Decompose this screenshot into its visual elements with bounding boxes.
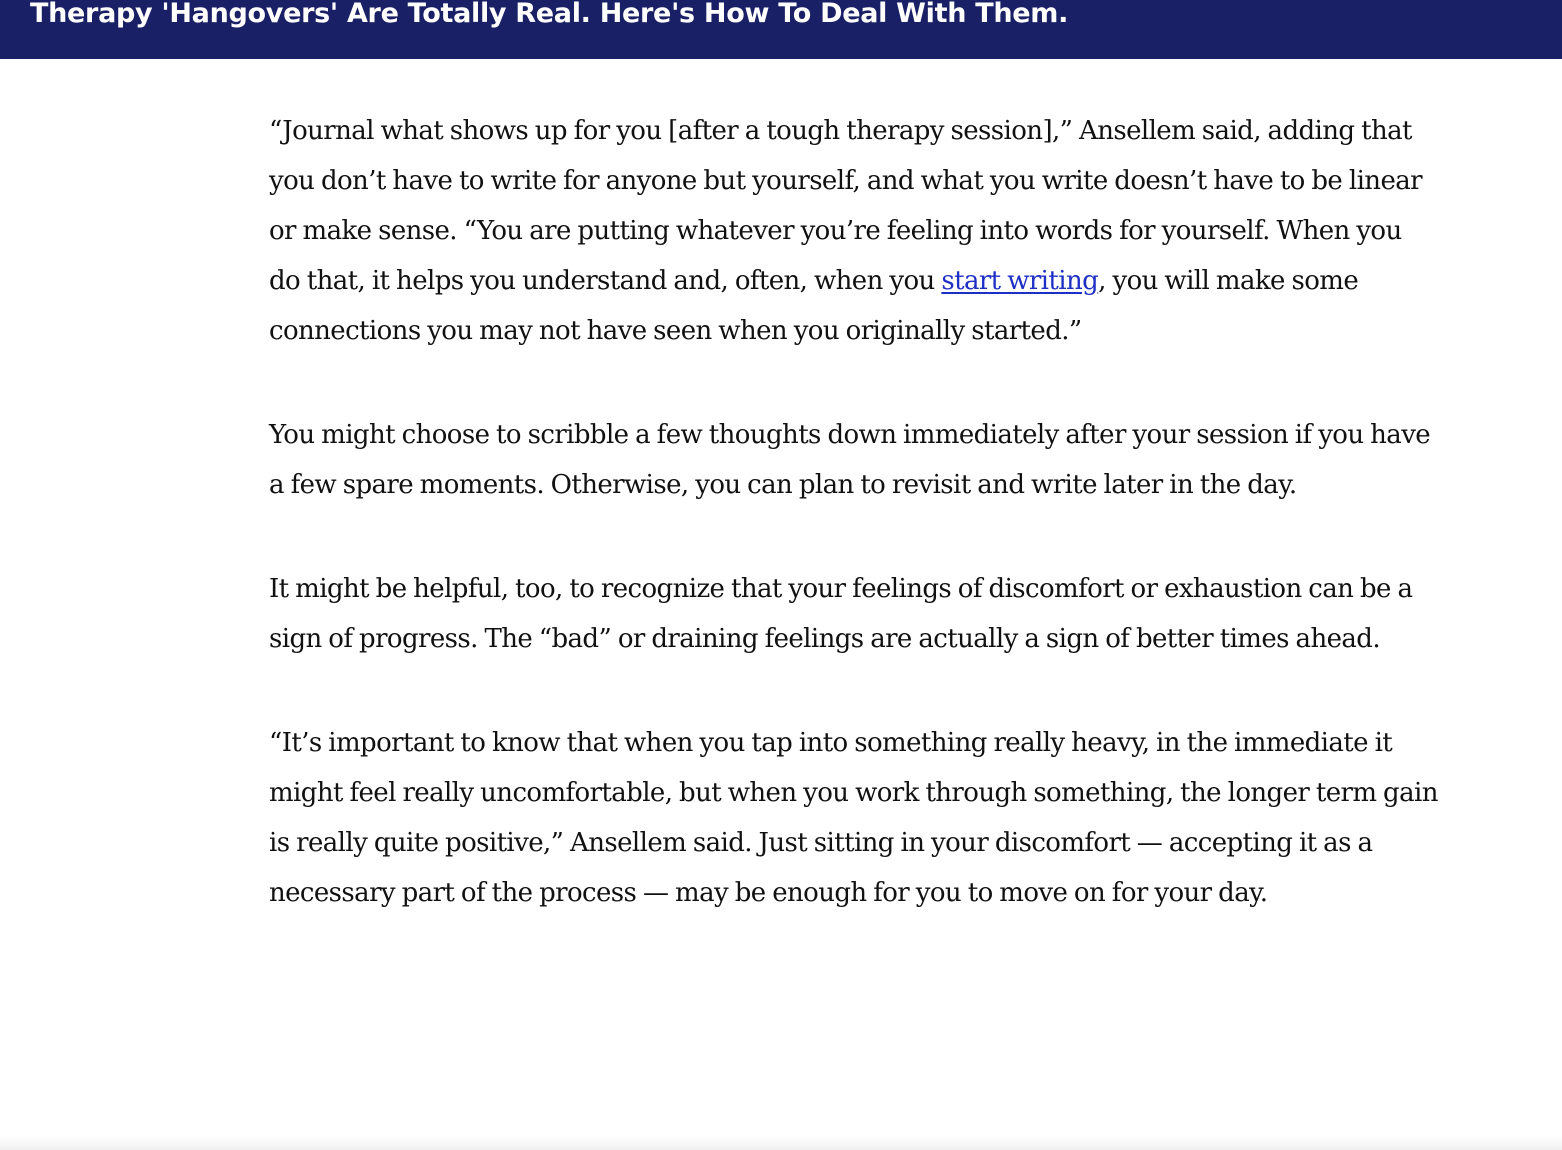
article-paragraph-3: It might be helpful, too, to recognize that your feelings of discomfort or exhaustion can be a sign of progress. The “bad” or draining feelings are actually a sign of better times ahead. <box>269 574 1413 654</box>
article-paragraph-4: “It’s important to know that when you tap into something really heavy, in the immediate it might feel really uncomfortable, but when you work through something, the longer term gain is really quite positive,” Ansellem said. Just sitting in your discomfort — accepting it as a necessary part of the process — may be enough for you to move on for your day. <box>269 728 1438 908</box>
paragraph-1-text-after-link: , you will make some connections you may not have seen when you originally started.” <box>269 266 1359 346</box>
article-body <box>269 106 1439 972</box>
article-header-bar <box>0 0 1562 59</box>
start-writing-link[interactable]: start writing <box>941 266 1099 296</box>
article-paragraph-2: You might choose to scribble a few thoughts down immediately after your session if you have a few spare moments. Otherwise, you can plan to revisit and write later in the day. <box>269 420 1431 500</box>
bottom-shadow <box>0 1136 1562 1150</box>
article-title: Therapy 'Hangovers' Are Totally Real. Here's How To Deal With Them. <box>30 0 1069 29</box>
paragraph-1-text-before-link: “Journal what shows up for you [after a tough therapy session],” Ansellem said, adding that you don’t have to write for anyone but yourself, and what you write doesn’t have to be linear or make sense. “You are putting whatever you’re feeling into words for yourself. When you do that, it helps you understand and, often, when you <box>269 116 1422 296</box>
article-paragraph-1 <box>269 106 1439 356</box>
